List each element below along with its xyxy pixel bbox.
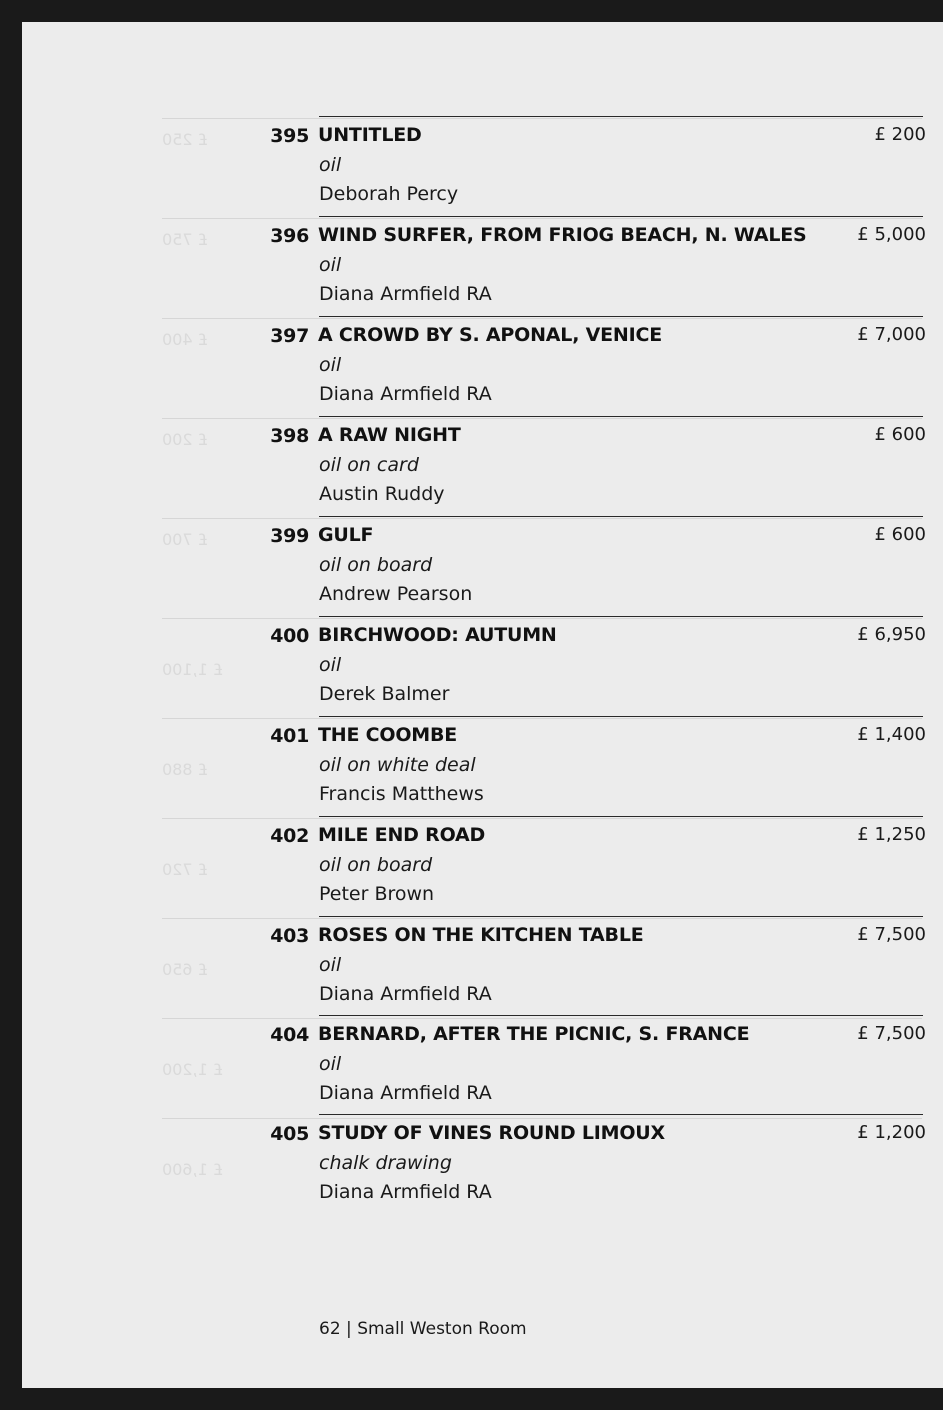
- divider: [319, 816, 923, 817]
- divider: [319, 1114, 923, 1115]
- entry-number: 399: [270, 525, 309, 547]
- divider: [319, 616, 923, 617]
- show-through-background: £ 250 £ 750 £ 400 £ 200 £ 700 £ 1,100 £ 880 £ 720 £ 650 £ 1,200 £ 1,600: [22, 22, 943, 1388]
- catalogue-entry: [22, 1015, 943, 1115]
- entry-price: £ 200: [874, 124, 926, 145]
- divider: [319, 516, 923, 517]
- catalogue-entry: [22, 816, 943, 916]
- entry-medium: oil: [319, 954, 342, 976]
- entry-artist: Diana Armfield RA: [319, 1181, 492, 1203]
- divider: [319, 216, 923, 217]
- entry-artist: Andrew Pearson: [319, 583, 473, 605]
- section-name: Small Weston Room: [357, 1319, 527, 1339]
- entry-medium: oil on board: [319, 854, 433, 876]
- entry-medium: oil: [319, 154, 342, 176]
- entry-price: £ 7,500: [857, 1023, 926, 1044]
- entry-artist: Diana Armfield RA: [319, 1082, 492, 1104]
- entry-price: £ 1,250: [857, 824, 926, 845]
- entry-title: THE COOMBE: [318, 724, 458, 746]
- entry-medium: oil: [319, 1053, 342, 1075]
- entry-number: 395: [270, 125, 309, 147]
- entry-number: 403: [270, 925, 309, 947]
- divider: [319, 916, 923, 917]
- catalogue-page: [22, 22, 943, 1388]
- entry-title: UNTITLED: [318, 124, 422, 146]
- divider: [319, 416, 923, 417]
- catalogue-entry: [22, 916, 943, 1016]
- divider: [319, 1015, 923, 1016]
- catalogue-entry: [22, 316, 943, 416]
- entry-title: MILE END ROAD: [318, 824, 486, 846]
- divider: [319, 716, 923, 717]
- catalogue-entry: [22, 416, 943, 516]
- catalogue-entry: [22, 1114, 943, 1214]
- entry-number: 401: [270, 725, 309, 747]
- entry-medium: oil on board: [319, 554, 433, 576]
- catalogue-entry: [22, 716, 943, 816]
- entry-number: 398: [270, 425, 309, 447]
- entry-title: GULF: [318, 524, 374, 546]
- entry-title: A CROWD BY S. APONAL, VENICE: [318, 324, 663, 346]
- entry-number: 400: [270, 625, 309, 647]
- entry-artist: Diana Armfield RA: [319, 983, 492, 1005]
- entry-number: 402: [270, 825, 309, 847]
- entry-medium: oil: [319, 254, 342, 276]
- page-footer: [319, 1319, 527, 1339]
- entry-number: 405: [270, 1123, 309, 1145]
- entry-artist: Peter Brown: [319, 883, 435, 905]
- entry-artist: Austin Ruddy: [319, 483, 445, 505]
- divider: [319, 116, 923, 117]
- entry-title: STUDY OF VINES ROUND LIMOUX: [318, 1122, 665, 1144]
- entry-medium: oil: [319, 654, 342, 676]
- entry-price: £ 7,000: [857, 324, 926, 345]
- catalogue-entry: [22, 216, 943, 316]
- entry-medium: oil on card: [319, 454, 419, 476]
- entry-artist: Francis Matthews: [319, 783, 484, 805]
- entry-artist: Derek Balmer: [319, 683, 450, 705]
- entry-number: 396: [270, 225, 309, 247]
- entry-number: 404: [270, 1024, 309, 1046]
- entry-title: BIRCHWOOD: AUTUMN: [318, 624, 557, 646]
- entry-price: £ 5,000: [857, 224, 926, 245]
- entry-medium: chalk drawing: [319, 1152, 452, 1174]
- entry-artist: Diana Armfield RA: [319, 383, 492, 405]
- entry-artist: Diana Armfield RA: [319, 283, 492, 305]
- entry-price: £ 1,400: [857, 724, 926, 745]
- entry-price: £ 600: [874, 424, 926, 445]
- entry-number: 397: [270, 325, 309, 347]
- entry-medium: oil: [319, 354, 342, 376]
- entry-price: £ 600: [874, 524, 926, 545]
- divider: [319, 316, 923, 317]
- entry-title: WIND SURFER, FROM FRIOG BEACH, N. WALES: [318, 224, 807, 246]
- entry-title: BERNARD, AFTER THE PICNIC, S. FRANCE: [318, 1023, 750, 1045]
- entry-price: £ 1,200: [857, 1122, 926, 1143]
- catalogue-entry: [22, 116, 943, 216]
- catalogue-entry: [22, 616, 943, 716]
- entry-medium: oil on white deal: [319, 754, 476, 776]
- catalogue-entry: [22, 516, 943, 616]
- entry-price: £ 6,950: [857, 624, 926, 645]
- entry-artist: Deborah Percy: [319, 183, 459, 205]
- entry-title: ROSES ON THE KITCHEN TABLE: [318, 924, 644, 946]
- entry-price: £ 7,500: [857, 924, 926, 945]
- page-number: 62: [319, 1319, 341, 1339]
- footer-separator: |: [346, 1319, 352, 1339]
- entry-title: A RAW NIGHT: [318, 424, 461, 446]
